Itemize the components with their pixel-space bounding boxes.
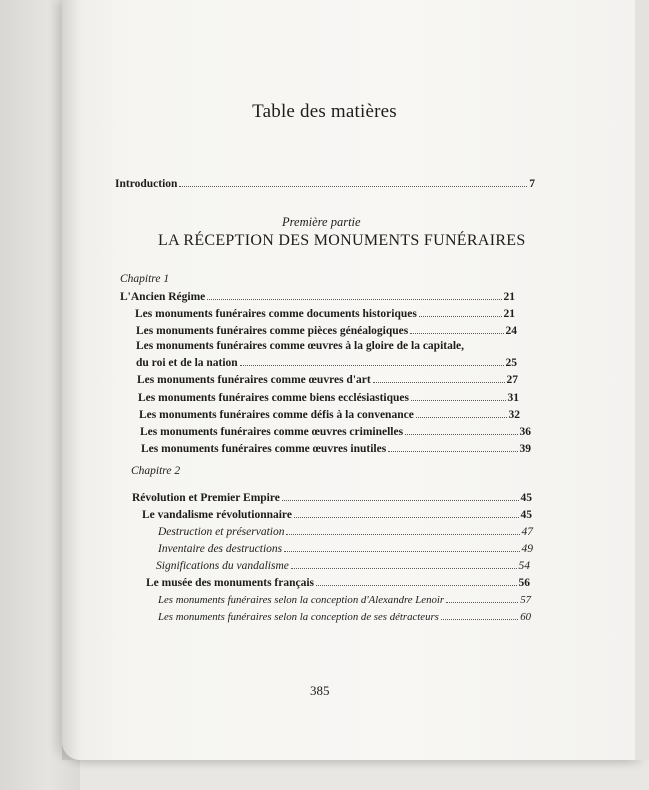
toc-introduction xyxy=(115,178,535,190)
toc-page: 49 xyxy=(521,543,533,555)
toc-entry xyxy=(142,509,532,521)
toc-chapter-title xyxy=(132,492,532,504)
toc-label: Les monuments funéraires comme défis à la convenance xyxy=(139,409,414,421)
toc-leader xyxy=(441,619,518,620)
toc-label: Les monuments funéraires comme œuvres d'art xyxy=(137,374,371,386)
toc-label: Inventaire des destructions xyxy=(158,543,283,555)
page-title: Table des matières xyxy=(252,101,397,122)
toc-label: Les monuments funéraires comme pièces généalogiques xyxy=(136,325,409,337)
toc-entry xyxy=(139,409,520,421)
toc-page: 39 xyxy=(519,443,531,455)
toc-label: Le musée des monuments français xyxy=(146,577,315,589)
toc-page: 25 xyxy=(505,357,517,369)
toc-leader xyxy=(179,186,527,187)
toc-chapter-title xyxy=(120,291,515,303)
toc-leader xyxy=(416,417,507,418)
toc-entry xyxy=(140,426,531,438)
toc-page: 60 xyxy=(520,611,531,623)
toc-page: 7 xyxy=(529,178,535,190)
toc-page: 32 xyxy=(508,409,520,421)
toc-page: 56 xyxy=(518,577,530,589)
toc-subentry xyxy=(158,611,531,623)
toc-page: 36 xyxy=(519,426,531,438)
toc-label: Les monuments funéraires comme œuvres inutiles xyxy=(141,443,387,455)
toc-subentry xyxy=(158,594,531,606)
toc-page: 47 xyxy=(521,526,533,538)
toc-label: Significations du vandalisme xyxy=(156,560,289,572)
toc-subentry xyxy=(156,560,530,572)
toc-leader xyxy=(405,434,517,435)
chapter-label: Chapitre 2 xyxy=(131,465,181,477)
toc-leader xyxy=(240,365,504,366)
toc-leader xyxy=(411,400,506,401)
toc-leader xyxy=(294,517,519,518)
toc-label: L'Ancien Régime xyxy=(120,291,206,303)
toc-entry xyxy=(138,392,519,404)
toc-label: Les monuments funéraires selon la conception de ses détracteurs xyxy=(158,611,439,623)
toc-page: 54 xyxy=(518,560,530,572)
toc-page: 31 xyxy=(507,392,519,404)
toc-leader xyxy=(284,551,519,552)
toc-label: Introduction xyxy=(115,178,178,190)
toc-label: Le vandalisme révolutionnaire xyxy=(142,509,292,521)
toc-label: Les monuments funéraires selon la conception d'Alexandre Lenoir xyxy=(158,594,445,606)
part-subtitle: Première partie xyxy=(282,215,361,229)
toc-label: Les monuments funéraires comme œuvres criminelles xyxy=(140,426,404,438)
toc-entry xyxy=(141,443,531,455)
toc-entry xyxy=(137,374,518,386)
toc-entry xyxy=(146,577,530,589)
toc-entry xyxy=(136,325,517,337)
toc-page: 21 xyxy=(503,308,515,320)
toc-label: Les monuments funéraires comme documents historiques xyxy=(135,308,417,320)
toc-label: Les monuments funéraires comme biens ecclésiastiques xyxy=(138,392,409,404)
toc-page: 45 xyxy=(520,492,532,504)
toc-leader xyxy=(419,316,502,317)
toc-page: 24 xyxy=(505,325,517,337)
toc-label: du roi et de la nation xyxy=(136,357,238,369)
toc-label: Révolution et Premier Empire xyxy=(132,492,280,504)
toc-leader xyxy=(446,602,518,603)
toc-leader xyxy=(316,585,516,586)
toc-page: 21 xyxy=(503,291,515,303)
toc-leader xyxy=(388,451,517,452)
toc-leader xyxy=(286,534,519,535)
toc-leader xyxy=(373,382,505,383)
chapter-label: Chapitre 1 xyxy=(120,273,170,285)
toc-entry xyxy=(136,357,517,369)
toc-page: 45 xyxy=(520,509,532,521)
toc-leader xyxy=(410,333,503,334)
toc-leader xyxy=(282,500,519,501)
part-title: LA RÉCEPTION DES MONUMENTS FUNÉRAIRES xyxy=(158,232,526,249)
toc-subentry xyxy=(158,526,533,538)
toc-subentry xyxy=(158,543,533,555)
page-number: 385 xyxy=(310,683,330,698)
toc-leader xyxy=(291,568,517,569)
toc-label: Destruction et préservation xyxy=(158,526,285,538)
toc-entry xyxy=(135,308,515,320)
toc-page: 27 xyxy=(506,374,518,386)
toc-entry-line1: Les monuments funéraires comme œuvres à la gloire de la capitale, xyxy=(136,340,465,352)
toc-leader xyxy=(207,299,501,300)
toc-page: 57 xyxy=(520,594,531,606)
